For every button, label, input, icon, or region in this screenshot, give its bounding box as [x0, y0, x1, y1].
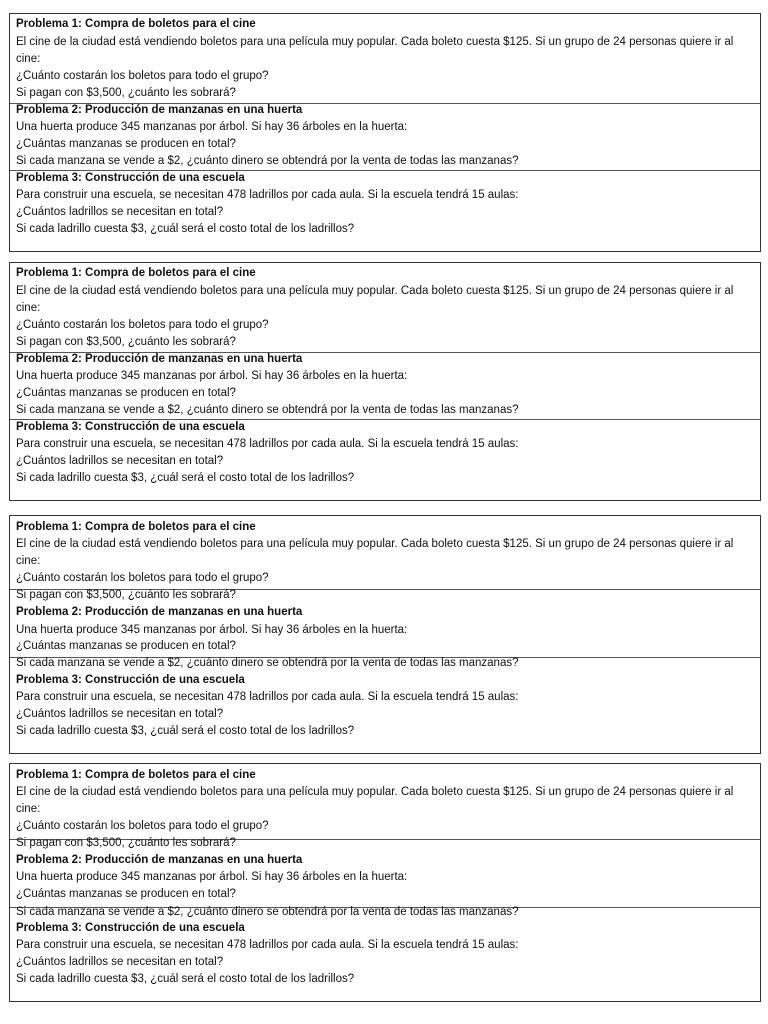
- problem-3-line: ¿Cuántos ladrillos se necesitan en total?: [16, 206, 224, 218]
- problem-2-line: ¿Cuántas manzanas se producen en total?: [16, 640, 236, 652]
- problem-2-line: Una huerta produce 345 manzanas por árbol. Si hay 36 árboles en la huerta:: [16, 121, 408, 133]
- problem-2-line: Si cada manzana se vende a $2, ¿cuánto dinero se obtendrá por la venta de todas las manzanas?: [16, 657, 519, 669]
- problem-1-line: cine:: [16, 555, 41, 567]
- problem-3-title: Problema 3: Construcción de una escuela: [16, 421, 245, 433]
- problem-3-line: Para construir una escuela, se necesitan 478 ladrillos por cada aula. Si la escuela tendrá 15 aulas:: [16, 691, 519, 703]
- problem-1-title: Problema 1: Compra de boletos para el cine: [16, 769, 256, 781]
- problem-1-line: cine:: [16, 302, 41, 314]
- problem-1-line: ¿Cuánto costarán los boletos para todo el grupo?: [16, 572, 269, 584]
- problem-1-line: ¿Cuánto costarán los boletos para todo el grupo?: [16, 319, 269, 331]
- problem-2-line: ¿Cuántas manzanas se producen en total?: [16, 387, 236, 399]
- problem-1-title: Problema 1: Compra de boletos para el cine: [16, 18, 256, 30]
- problem-1-line: Si pagan con $3,500, ¿cuánto les sobrará?: [16, 87, 236, 99]
- problem-1-line: Si pagan con $3,500, ¿cuánto les sobrará?: [16, 589, 236, 601]
- problem-2-line: Una huerta produce 345 manzanas por árbol. Si hay 36 árboles en la huerta:: [16, 871, 408, 883]
- problem-3-line: Para construir una escuela, se necesitan 478 ladrillos por cada aula. Si la escuela tendrá 15 aulas:: [16, 189, 519, 201]
- problem-1-line: El cine de la ciudad está vendiendo boletos para una película muy popular. Cada boleto cuesta $125. Si un grupo de 24 personas quiere ir al: [16, 285, 734, 297]
- problem-1-line: ¿Cuánto costarán los boletos para todo el grupo?: [16, 820, 269, 832]
- problem-1-line: El cine de la ciudad está vendiendo boletos para una película muy popular. Cada boleto cuesta $125. Si un grupo de 24 personas quiere ir al: [16, 538, 734, 550]
- problem-1-line: cine:: [16, 803, 41, 815]
- problem-1-line: Si pagan con $3,500, ¿cuánto les sobrará?: [16, 837, 236, 849]
- problem-3-line: ¿Cuántos ladrillos se necesitan en total?: [16, 708, 224, 720]
- problem-3-line: Si cada ladrillo cuesta $3, ¿cuál será el costo total de los ladrillos?: [16, 223, 355, 235]
- problem-3-title: Problema 3: Construcción de una escuela: [16, 172, 245, 184]
- worksheet-card-4: [9, 763, 761, 1002]
- problem-2-line: Una huerta produce 345 manzanas por árbol. Si hay 36 árboles en la huerta:: [16, 624, 408, 636]
- problem-2-line: Si cada manzana se vende a $2, ¿cuánto dinero se obtendrá por la venta de todas las manzanas?: [16, 155, 519, 167]
- problem-2-title: Problema 2: Producción de manzanas en una huerta: [16, 104, 303, 116]
- problem-3-title: Problema 3: Construcción de una escuela: [16, 922, 245, 934]
- problem-2-line: ¿Cuántas manzanas se producen en total?: [16, 888, 236, 900]
- problem-3-title: Problema 3: Construcción de una escuela: [16, 674, 245, 686]
- problem-2-title: Problema 2: Producción de manzanas en una huerta: [16, 854, 303, 866]
- worksheet-card-3: [9, 515, 761, 754]
- problem-1-line: El cine de la ciudad está vendiendo boletos para una película muy popular. Cada boleto cuesta $125. Si un grupo de 24 personas quiere ir al: [16, 786, 734, 798]
- problem-2-line: Si cada manzana se vende a $2, ¿cuánto dinero se obtendrá por la venta de todas las manzanas?: [16, 404, 519, 416]
- problem-2-line: ¿Cuántas manzanas se producen en total?: [16, 138, 236, 150]
- problem-1-title: Problema 1: Compra de boletos para el cine: [16, 521, 256, 533]
- worksheet-card-2: [9, 262, 761, 501]
- problem-1-line: ¿Cuánto costarán los boletos para todo el grupo?: [16, 70, 269, 82]
- problem-3-line: ¿Cuántos ladrillos se necesitan en total?: [16, 455, 224, 467]
- problem-2-title: Problema 2: Producción de manzanas en una huerta: [16, 606, 303, 618]
- problem-1-title: Problema 1: Compra de boletos para el cine: [16, 267, 256, 279]
- problem-2-line: Si cada manzana se vende a $2, ¿cuánto dinero se obtendrá por la venta de todas las manzanas?: [16, 906, 519, 918]
- problem-3-line: ¿Cuántos ladrillos se necesitan en total?: [16, 956, 224, 968]
- problem-2-title: Problema 2: Producción de manzanas en una huerta: [16, 353, 303, 365]
- problem-3-line: Si cada ladrillo cuesta $3, ¿cuál será el costo total de los ladrillos?: [16, 725, 355, 737]
- problem-3-line: Para construir una escuela, se necesitan 478 ladrillos por cada aula. Si la escuela tendrá 15 aulas:: [16, 438, 519, 450]
- problem-1-line: El cine de la ciudad está vendiendo boletos para una película muy popular. Cada boleto cuesta $125. Si un grupo de 24 personas quiere ir al: [16, 36, 734, 48]
- problem-1-line: Si pagan con $3,500, ¿cuánto les sobrará?: [16, 336, 236, 348]
- problem-1-line: cine:: [16, 53, 41, 65]
- problem-3-line: Si cada ladrillo cuesta $3, ¿cuál será el costo total de los ladrillos?: [16, 472, 355, 484]
- worksheet-card-1: [9, 13, 761, 252]
- problem-3-line: Para construir una escuela, se necesitan 478 ladrillos por cada aula. Si la escuela tendrá 15 aulas:: [16, 939, 519, 951]
- problem-2-line: Una huerta produce 345 manzanas por árbol. Si hay 36 árboles en la huerta:: [16, 370, 408, 382]
- problem-3-line: Si cada ladrillo cuesta $3, ¿cuál será el costo total de los ladrillos?: [16, 973, 355, 985]
